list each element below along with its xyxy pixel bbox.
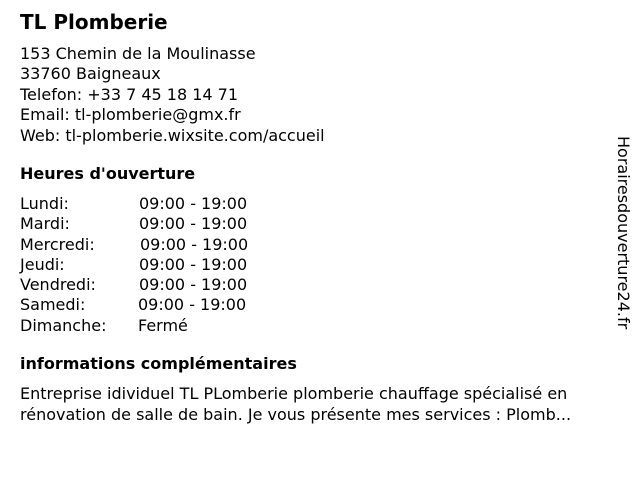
day-label: Lundi: xyxy=(20,194,69,213)
day-label: Mercredi: xyxy=(20,234,95,254)
additional-info-heading: informations complémentaires xyxy=(20,354,297,373)
day-hours: 09:00 - 19:00 xyxy=(139,194,248,213)
watermark-container xyxy=(609,136,637,346)
day-label: Jeudi: xyxy=(20,254,65,274)
email-address: Email: tl-plomberie@gmx.fr xyxy=(20,105,241,125)
address-street: 153 Chemin de la Moulinasse xyxy=(20,44,256,63)
day-hours: 09:00 - 19:00 xyxy=(138,295,247,315)
day-label: Dimanche: xyxy=(20,315,107,335)
contact-details xyxy=(20,44,325,146)
site-watermark: Horairesdouverture24.fr xyxy=(614,136,633,330)
day-label: Mardi: xyxy=(20,214,70,234)
day-hours: 09:00 - 19:00 xyxy=(139,254,248,274)
day-hours: Fermé xyxy=(138,315,188,335)
day-hours: 09:00 - 19:00 xyxy=(140,234,249,254)
opening-hours-heading: Heures d'ouverture xyxy=(20,164,196,183)
business-name: TL Plomberie xyxy=(20,10,168,34)
website-address: Web: tl-plomberie.wixsite.com/accueil xyxy=(20,125,325,145)
address-city: 33760 Baigneaux xyxy=(20,64,161,84)
phone-number: Telefon: +33 7 45 18 14 71 xyxy=(20,84,239,104)
day-label: Vendredi: xyxy=(20,275,96,295)
description-line: rénovation de salle de bain. Je vous présente mes services : Plomb... xyxy=(20,405,572,424)
business-description xyxy=(20,383,632,425)
description-line: Entreprise idividuel TL PLomberie plomberie chauffage spécialisé en xyxy=(20,384,568,403)
day-hours: 09:00 - 19:00 xyxy=(139,275,248,295)
day-hours: 09:00 - 19:00 xyxy=(139,214,248,234)
day-label: Samedi: xyxy=(20,295,86,315)
